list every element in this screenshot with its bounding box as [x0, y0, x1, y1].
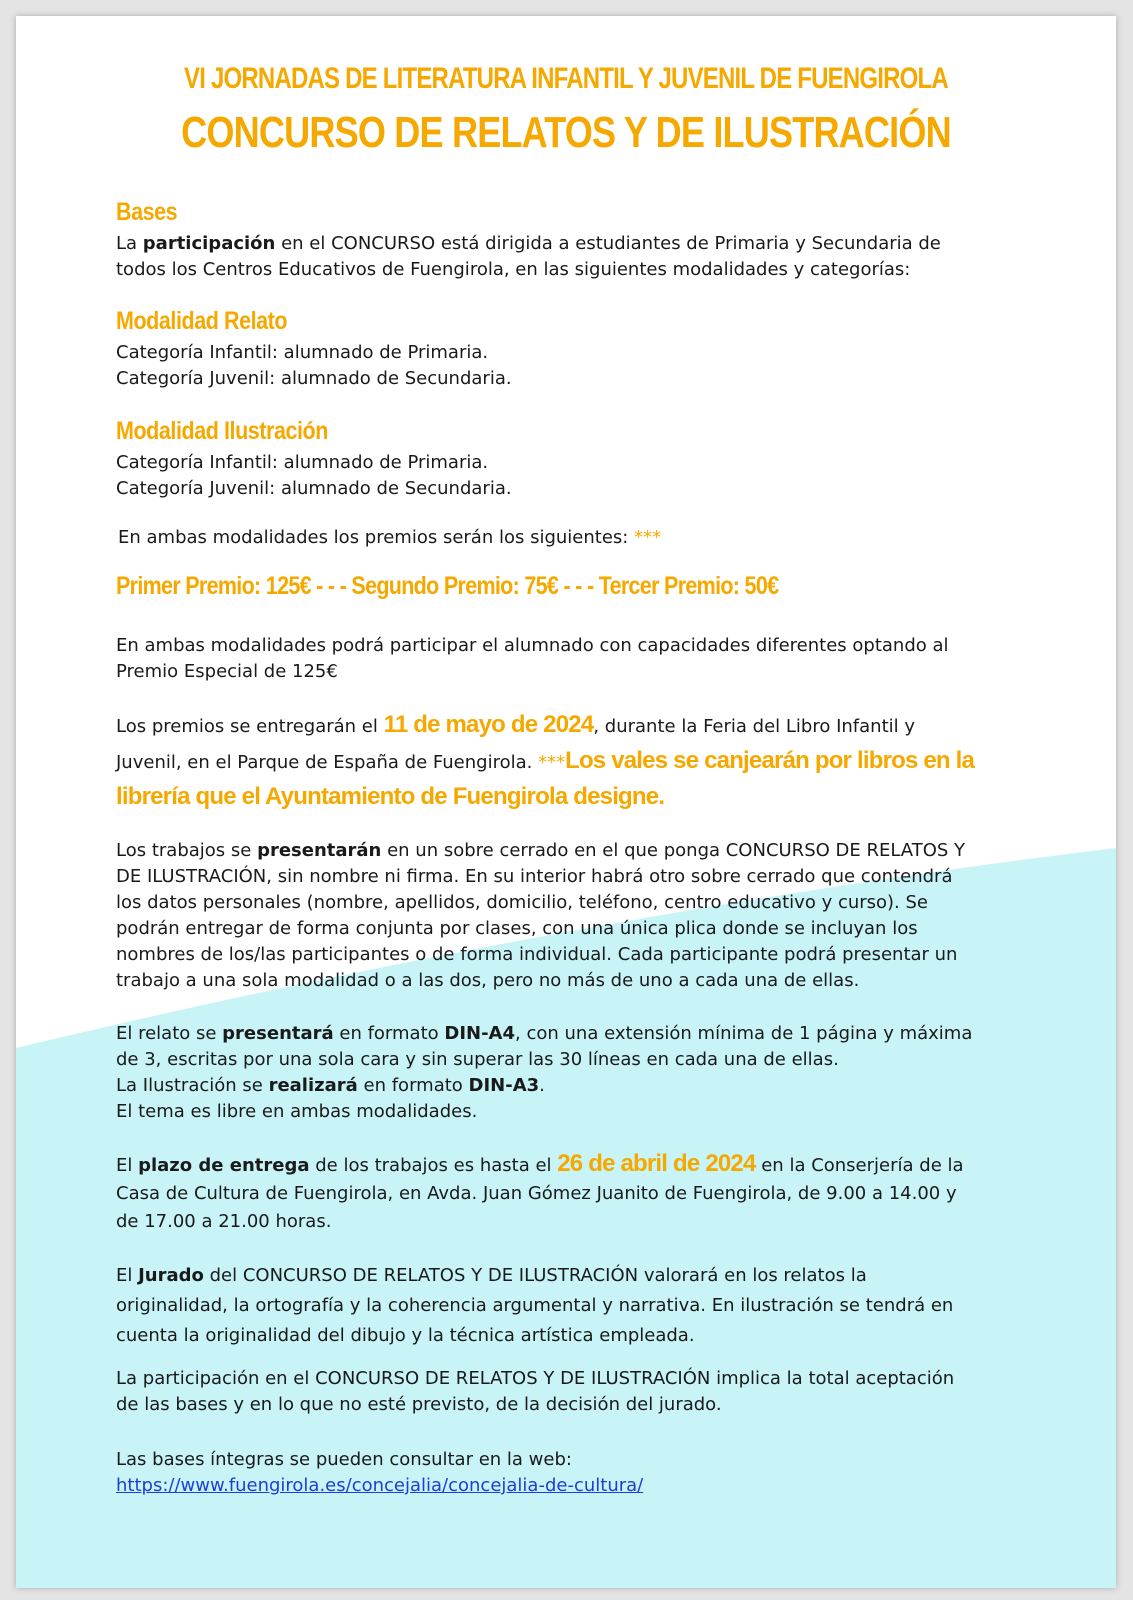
presentacion-trabajos-text: Los trabajos se presentarán en un sobre cerrado en el que ponga CONCURSO DE RELATOS Y DE ILUSTRACIÓN, sin nombre ni firma. En su interior habrá otro sobre cerrado que contendrá los datos personales (nombre, apellidos, domicilio, teléfono, centro educativo y curso). Se podrán entregar de forma conjunta por clases, con una única plica donde se incluyan los nombres de los/las participantes o de forma individual. Cada participante podrá presentar un trabajo a una sola modalidad o a las dos, pero no más de uno a cada una de ellas.	[116, 840, 966, 991]
web-info: Las bases íntegras se pueden consultar en la web: https://www.fuengirola.es/concejalia/concejalia-de-cultura/	[116, 1449, 644, 1496]
bases-heading: Bases	[116, 198, 178, 226]
deadline-date: 26 de abril de 2024	[557, 1150, 756, 1177]
jurado-text: El Jurado del CONCURSO DE RELATOS Y DE ILUSTRACIÓN valorará en los relatos la originalidad, la ortografía y la coherencia argumental y narrativa. En ilustración se tendrá en cuenta la originalidad del dibujo y la técnica artística empleada.	[116, 1265, 954, 1346]
premios-intro: En ambas modalidades los premios serán los siguientes: ***	[118, 527, 662, 548]
modalidad-relato-heading: Modalidad Relato	[116, 307, 288, 335]
formato-text: El relato se presentará en formato DIN-A4, con una extensión mínima de 1 página y máxima de 3, escritas por una sola cara y sin superar las 30 líneas en cada una de ellas. La Ilustración se realizará en formato DIN-A3. El tema es libre en ambas modalidades.	[116, 1023, 973, 1122]
premio-especial-text: En ambas modalidades podrá participar el alumnado con capacidades diferentes optando al Premio Especial de 125€	[116, 635, 949, 681]
prizes-line: Primer Premio: 125€ - - - Segundo Premio: 75€ - - - Tercer Premio: 50€	[116, 572, 779, 600]
award-date: 11 de mayo de 2024	[383, 711, 594, 738]
document-page	[16, 16, 1116, 1588]
bases-text: La participación en el CONCURSO está dirigida a estudiantes de Primaria y Secundaria de todos los Centros Educativos de Fuengirola, en las siguientes modalidades y categorías:	[116, 233, 941, 280]
modalidad-ilustracion-categories: Categoría Infantil: alumnado de Primaria. Categoría Juvenil: alumnado de Secundaria.	[116, 452, 512, 499]
event-title: VI JORNADAS DE LITERATURA INFANTIL Y JUVENIL DE FUENGIROLA	[184, 62, 948, 95]
culture-department-link[interactable]: https://www.fuengirola.es/concejalia/concejalia-de-cultura/	[116, 1475, 644, 1496]
modalidad-relato-categories: Categoría Infantil: alumnado de Primaria. Categoría Juvenil: alumnado de Secundaria.	[116, 342, 512, 389]
contest-title: CONCURSO DE RELATOS Y DE ILUSTRACIÓN	[181, 108, 951, 157]
plazo-entrega-text: El plazo de entrega de los trabajos es hasta el 26 de abril de 2024 en la Conserjería de la Casa de Cultura de Fuengirola, en Avda. Juan Gómez Juanito de Fuengirola, de 9.00 a 14.00 y de 17.00 a 21.00 horas.	[116, 1150, 964, 1232]
modalidad-ilustracion-heading: Modalidad Ilustración	[116, 417, 328, 445]
entrega-premios-text: Los premios se entregarán el 11 de mayo de 2024, durante la Feria del Libro Infantil y Juvenil, en el Parque de España de Fuengirola. ***Los vales se canjearán por libros en la librería que el Ayuntamiento de Fuengirola designe.	[116, 711, 975, 810]
aceptacion-text: La participación en el CONCURSO DE RELATOS Y DE ILUSTRACIÓN implica la total aceptación de las bases y en lo que no esté previsto, de la decisión del jurado.	[116, 1368, 955, 1415]
